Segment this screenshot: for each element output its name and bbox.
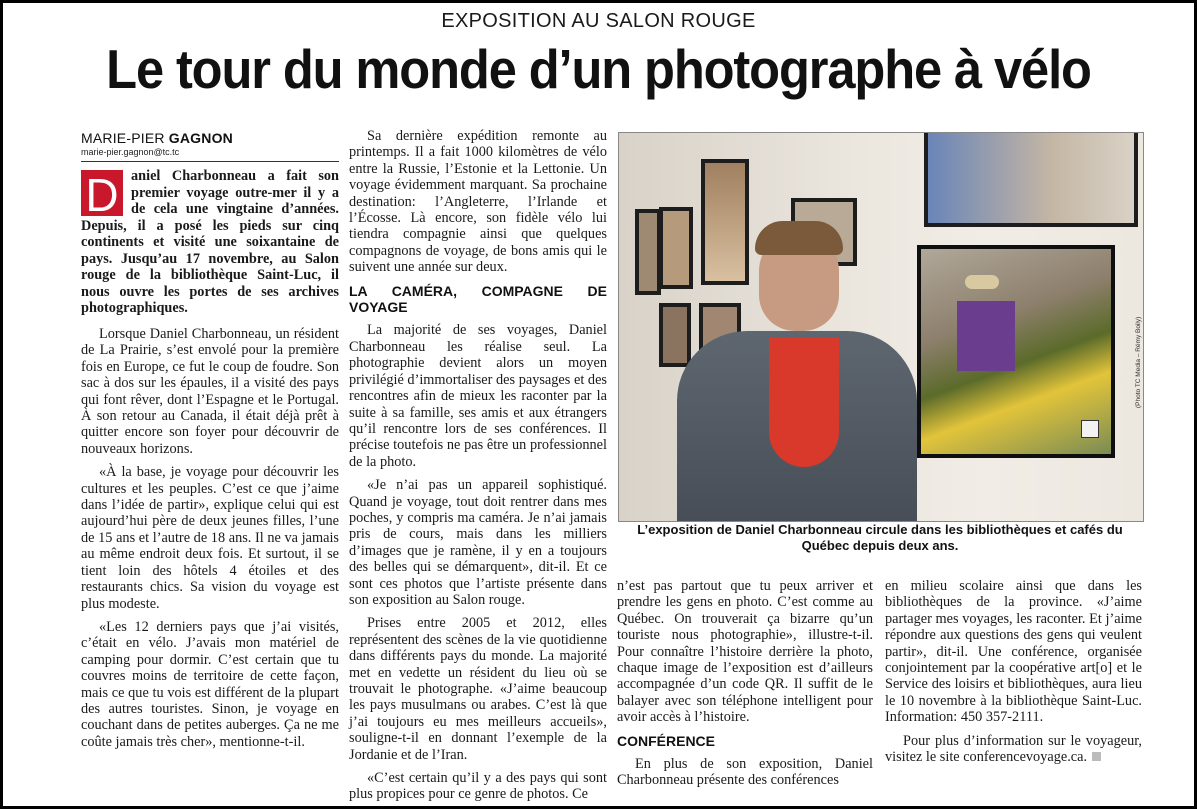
subheading-camera: LA CAMÉRA, COMPAGNE DE VOYAGE	[349, 282, 607, 316]
paragraph: Prises entre 2005 et 2012, elles représentent des scènes de la vie quotidienne dans différents pays du monde. La majorité met en vedette un résident du lieu où se trouvait le photographe. «J’aime beaucoup les pays musulmans ou arabes. C’est là que j’ai toujours eu mes meilleurs accueils», souligne-t-il en donnant l’exemple de la Jordanie et de l’Iran.	[349, 615, 607, 763]
headline: Le tour du monde d’un photographe à vélo	[106, 38, 1091, 100]
article-column-3	[617, 578, 873, 796]
frame-small-3	[635, 209, 661, 295]
lede-text: aniel Charbonneau a fait son premier voyage outre-mer il y a de cela une vingtaine d’années. Depuis, il a posé les pieds sur cinq continents et visité une soixantaine de pays. Jusqu’au 17 novembre, au Salon rouge de la bibliothèque Saint-Luc, il nous ouvre les portes de ses archives photographiques.	[81, 168, 339, 316]
portrait-hair	[755, 221, 843, 255]
author-email: marie-pier.gagnon@tc.tc	[81, 147, 180, 157]
final-text: Pour plus d’information sur le voyageur, visitez le site conferencevoyage.ca.	[885, 732, 1142, 766]
paragraph: «Les 12 derniers pays que j’ai visités, c’était en vélo. J’avais mon matériel de camping pour dormir. C’est certain que tu couvres moins de territoire de cette façon, mais ce que tu vois est différent de la plupart des autres touristes. Sinon, je voyage en couchant dans de petites auberges. Ça ne me coûte jamais très cher», mentionne-t-il.	[81, 618, 339, 750]
end-mark-icon	[1092, 752, 1101, 761]
qr-code-icon	[1081, 420, 1099, 438]
frame-small-2	[659, 207, 693, 289]
hat-shape	[965, 275, 999, 289]
subheading-conference: CONFÉRENCE	[617, 732, 716, 749]
author-first-name: MARIE-PIER	[81, 130, 169, 146]
author-name	[81, 130, 339, 146]
frame-small-1	[701, 159, 749, 285]
paragraph: «Je n’ai pas un appareil sophistiqué. Quand je voyage, tout doit rentrer dans mes poches, y compris ma caméra. Je n’ai jamais pris de cours, mais dans les milliers d’images que je ramène, il y en a toujours des belles qui se démarquent», dit-il. Et ce sont ces photos que l’artiste présente dans son exposition au Salon rouge.	[349, 477, 607, 608]
paragraph: En plus de son exposition, Daniel Charbonneau présente des conférences	[617, 756, 873, 789]
section-kicker: EXPOSITION AU SALON ROUGE	[441, 10, 756, 32]
paragraph: «C’est certain qu’il y a des pays qui sont plus propices pour ce genre de photos. Ce	[349, 770, 607, 803]
portrait-shirt	[769, 337, 839, 467]
paragraph: La majorité de ses voyages, Daniel Charbonneau les réalise seul. La photographie devient alors un moyen privilégié d’immortaliser des paysages et des rencontres afin de mieux les raconter par la suite à sa famille, ses amis et aux étrangers qu’il rencontre lors de ses conférences. Il précise toutefois ne pas être un professionnel de la photo.	[349, 322, 607, 470]
article-photo	[618, 132, 1144, 522]
byline-rule	[81, 161, 339, 162]
photo-credit: (Photo TC Media – Rémy Boily)	[1135, 316, 1142, 408]
photo-caption: L’exposition de Daniel Charbonneau circule dans les bibliothèques et cafés du Québec depuis deux ans.	[637, 522, 1123, 553]
byline	[81, 130, 339, 162]
paragraph: Lorsque Daniel Charbonneau, un résident de La Prairie, s’est envolé pour la première fois en Europe, ce fut le coup de foudre. Son sac à dos sur les épaules, il a visité des pays qui font rêver, dont l’Espagne et le Portugal. À son retour au Canada, il était déjà prêt à quitter encore son foyer pour découvrir de nouveaux horizons.	[81, 326, 339, 457]
frame-large-portrait	[917, 245, 1115, 458]
article-column-4	[885, 578, 1142, 772]
figure-shape	[957, 301, 1015, 371]
paragraph: en milieu scolaire ainsi que dans les bibliothèques de la province. «J’aime partager mes voyages, les raconter. Et j’aime répondre aux questions des gens qui veulent partir», dit-il. Une conférence, organisée conjointement par la coopérative art[o] et le Service des loisirs et bibliothèques, aura lieu le 10 novembre à la bibliothèque Saint-Luc. Information: 450 357-2111.	[885, 578, 1142, 726]
article-column-1	[81, 326, 339, 757]
article-column-2	[349, 128, 607, 809]
author-last-name: GAGNON	[168, 130, 233, 146]
paragraph: Sa dernière expédition remonte au printemps. Il a fait 1000 kilomètres de vélo entre la Russie, l’Estonie et la Lettonie. Un voyage évidemment marquant. Sa prochaine destination: l’Angleterre, l’Irlande et l’Écosse. Là encore, son fidèle vélo lui tiendra compagnie ainsi que quelques compagnons de voyage, de bons amis qui le suivent une année sur deux.	[349, 128, 607, 276]
frame-small-4	[659, 303, 691, 367]
paragraph-final	[885, 733, 1142, 766]
drop-cap: D	[81, 170, 123, 216]
paragraph: «À la base, je voyage pour découvrir les cultures et les peuples. C’est ce que j’aime dans l’idée de partir», explique celui qui est aujourd’hui père de deux jeunes filles, l’une de 15 ans et l’autre de 18 ans. Il ne va jamais au même endroit deux fois. Et surtout, il se tient loin des hôtels 4 étoiles et des restaurants chics. Sa vision du voyage est plus modeste.	[81, 464, 339, 612]
frame-top-right	[924, 132, 1138, 227]
lede-paragraph	[81, 168, 339, 317]
paragraph: n’est pas partout que tu peux arriver et prendre les gens en photo. C’est comme au Québec. On trouverait ça bizarre qu’un touriste nous photographie», illustre-t-il. Pour connaître l’histoire derrière la photo, chaque image de l’exposition est d’ailleurs accompagnée d’un code QR. Il suffit de le balayer avec son téléphone intelligent pour avoir accès à l’histoire.	[617, 578, 873, 726]
